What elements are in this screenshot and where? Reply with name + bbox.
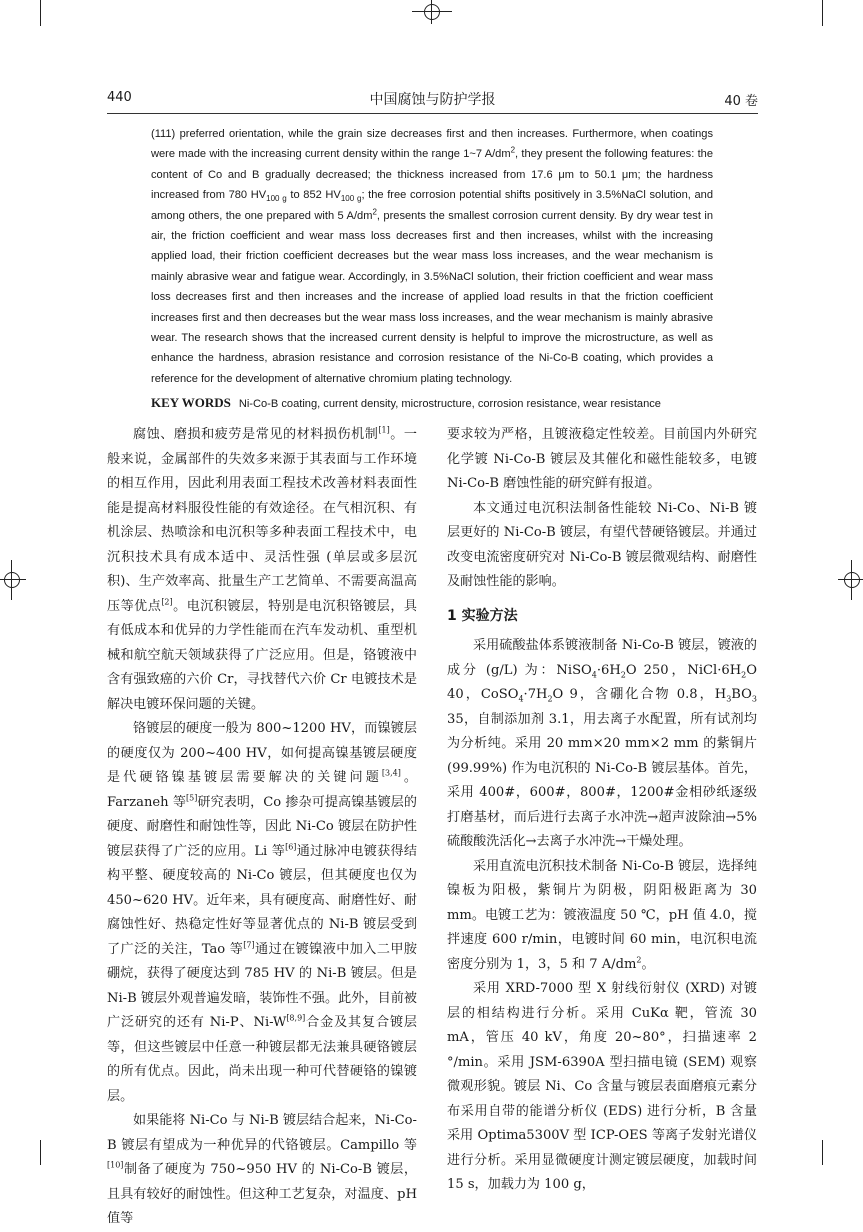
paragraph: 采用 XRD-7000 型 X 射线衍射仪 (XRD) 对镀层的相结构进行分析。采用 CuKα 靶，管流 30 mA，管压 40 kV，角度 20~80°，扫描速率 2 °/min。采用 JSM-6390A 型扫描电镜 (SEM) 观察微观形貌。镀层 Ni、Co 含量与镀层表面磨痕元素分布采用自带的能谱分析仪 (EDS) 进行分析，B 含量采用 Optima5300V 型 ICP-OES 等离子发射光谱仪进行分析。采用显微硬度计测定镀层硬度，加载时间 15 s，加载力为 100 g，	[447, 981, 757, 1192]
crop-mark-tr	[822, 0, 823, 26]
keywords-label: KEY WORDS	[151, 395, 231, 410]
registration-mark-right	[838, 560, 863, 600]
crop-mark-bl	[40, 1140, 41, 1165]
crop-mark-br	[822, 1140, 823, 1165]
header-rule	[107, 113, 758, 114]
crop-mark-tl	[40, 0, 41, 26]
paragraph: 采用硫酸盐体系镀液制备 Ni-Co-B 镀层，镀液的成分 (g/L) 为：$NiSO_4\cdot 6H_2O$ 250，$NiCl\cdot 6H_2O$ 40，$CoSO_4\cdot 7H_2O$ 9，含硼化合物 0.8，$H_3BO_3$ 35，自制添加剂 3.1，用去离子水配置，所有试剂均为分析纯。采用 20 mm×20 mm×2 mm 的紫铜片 (99.99%) 作为电沉积的 Ni-Co-B 镀层基体。首先，采用 400#，600#，800#，1200#金相砂纸逐级打磨基材，而后进行去离子水冲洗→超声波除油→5% 硫酸酸洗活化→去离子水冲洗→干燥处理。	[447, 638, 757, 849]
paragraph: 本文通过电沉积法制备性能较 Ni-Co、Ni-B 镀层更好的 Ni-Co-B 镀层，有望代替硬铬镀层。并通过改变电流密度研究对 Ni-Co-B 镀层微观结构、耐磨性及耐蚀性能的影响。	[447, 500, 757, 589]
english-abstract: (111) preferred orientation, while the grain size decreases first and then increases. Furthermore, when coatings were made with the increasing current density within the range 1~7 $A/dm^2$, they present the following features: the content of Co and B gradually decreased; the thickness increased from 17.6 μm to 50.1 μm; the hardness increased from 780 $HV_{100 g}$ to 852 $HV_{100 g}$; the free corrosion potential shifts positively in 3.5%NaCl solution, and among others, the one prepared with 5 $A/dm^2$, presents the smallest corrosion current density. By dry wear test in air, the friction coefficient and wear mass loss decreases first and then increases, whilst with the increasing applied load, their friction coefficient decreases but the wear mass loss increases, and the wear mechanism is mainly abrasive wear and fatigue wear. Accordingly, in 3.5%NaCl solution, their friction coefficient and wear mass loss decreases first and then increases and the increase of applied load results in that the friction coefficient increases first and then decreases but the wear mass loss increases, and the wear mechanism is mainly abrasive wear. The research shows that the increased current density is helpful to improve the microstructure, as well as enhance the hardness, abrasion resistance and corrosion resistance of the Ni-Co-B coating, which provides a reference for the development of alternative chromium plating technology.	[151, 128, 713, 385]
right-column	[447, 423, 757, 1198]
running-header	[107, 88, 758, 110]
registration-mark-top	[412, 0, 452, 24]
section-heading: 1 实验方法	[447, 607, 518, 624]
journal-title: 中国腐蚀与防护学报	[369, 92, 496, 108]
paragraph: 采用直流电沉积技术制备 Ni-Co-B 镀层，选择纯镍板为阳极，紫铜片为阴极，阴阳极距离为 30 mm。电镀工艺为：镀液温度 50 ℃，pH 值 4.0，搅拌速度 600 r/min，电镀时间 60 min，电沉积电流密度分别为 1，3，5 和 7 $A/dm^2$。	[447, 858, 757, 972]
registration-mark-left	[0, 560, 26, 600]
paragraph: 要求较为严格，且镀液稳定性较差。目前国内外研究化学镀 Ni-Co-B 镀层及其催化和磁性能较多，电镀 Ni-Co-B 磨蚀性能的研究鲜有报道。	[447, 427, 757, 491]
paragraph: 如果能将 Ni-Co 与 Ni-B 镀层结合起来，Ni-Co-B 镀层有望成为一种优异的代铬镀层。Campillo 等[10]制备了硬度为 750~950 HV 的 Ni-Co-B 镀层，且具有较好的耐蚀性。但这种工艺复杂，对温度、pH 值等	[107, 1113, 417, 1226]
paragraph: 腐蚀、磨损和疲劳是常见的材料损伤机制[1]。一般来说，金属部件的失效多来源于其表面与工作环境的相互作用，因此利用表面工程技术改善材料表面性能是提高材料服役性能的有效途径。在气相沉积、有机涂层、热喷涂和电沉积等多种表面工程技术中，电沉积技术具有成本适中、灵活性强 (单层或多层沉积)、生产效率高、批量生产工艺简单、不需要高温高压等优点[2]。电沉积镀层，特别是电沉积铬镀层，具有低成本和优异的力学性能而在汽车发动机、重型机械和航空航天领域获得了广泛应用。但是，铬镀液中含有强致癌的六价 Cr，寻找替代六价 Cr 电镀技术是解决电镀环保问题的关键。	[107, 425, 418, 712]
paragraph: 铬镀层的硬度一般为 800~1200 HV，而镍镀层的硬度仅为 200~400 HV，如何提高镍基镀层硬度是代硬铬镍基镀层需要解决的关键问题[3,4]。Farzaneh 等[5]研究表明，Co 掺杂可提高镍基镀层的硬度、耐磨性和耐蚀性等，因此 Ni-Co 镀层在防护性镀层获得了广泛的应用。Li 等[6]通过脉冲电镀获得结构平整、硬度较高的 Ni-Co 镀层，但其硬度也仅为 450~620 HV。近年来，具有硬度高、耐磨性好、耐腐蚀性好、热稳定性好等显著优点的 Ni-B 镀层受到了广泛的关注，Tao 等[7]通过在镀镍液中加入二甲胺硼烷，获得了硬度达到 785 HV 的 Ni-B 镀层。但是 Ni-B 镀层外观普遍发暗，装饰性不强。此外，目前被广泛研究的还有 Ni-P、Ni-W[8,9]合金及其复合镀层等，但这些镀层中任意一种镀层都无法兼具硬铬镀层的所有优点。因此，尚未出现一种可代替硬铬的镍镀层。	[107, 721, 418, 1104]
keywords	[151, 394, 731, 413]
left-column	[107, 423, 417, 1232]
page-number: 440	[107, 90, 132, 105]
volume-label: 40 卷	[724, 94, 758, 109]
keywords-text: Ni-Co-B coating, current density, microstructure, corrosion resistance, wear resistance	[238, 398, 661, 410]
